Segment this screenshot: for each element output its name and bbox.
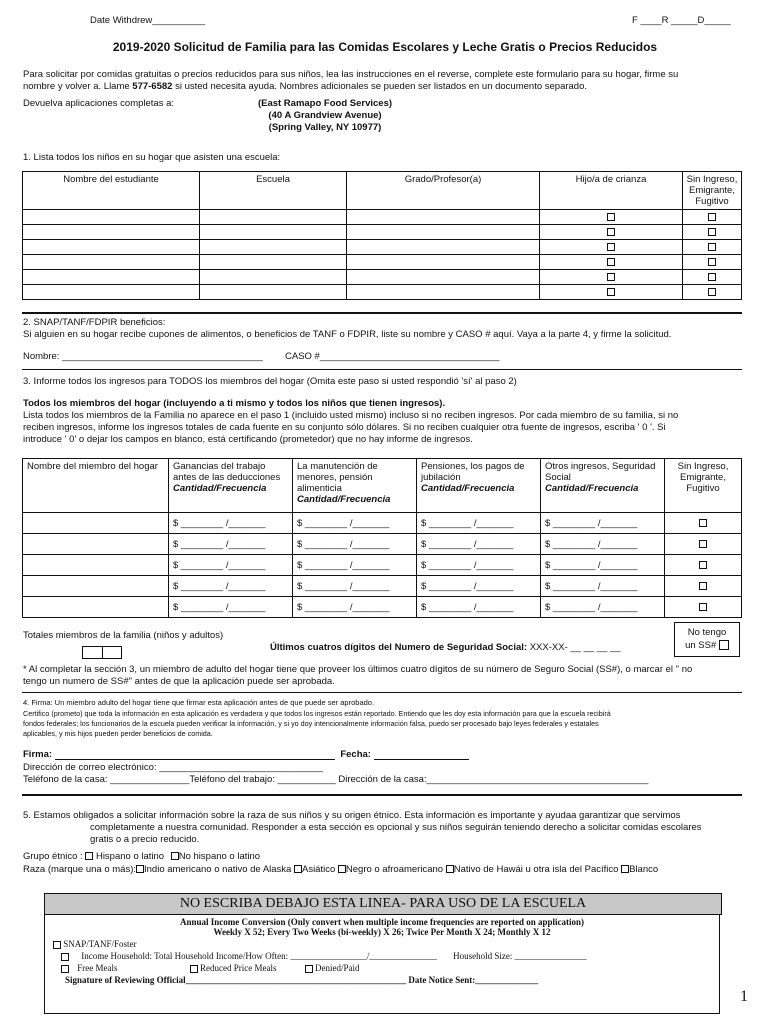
cert-line-1: Certifico (prometo) que toda la información en esta aplicación es verdadera y que todos los ingresos están reportado. Entiendo que les doy esta información para que la escuela recibirá [23,709,611,718]
no-ssn-checkbox[interactable] [719,640,729,650]
member-name-input[interactable] [23,576,169,597]
race-label: Raza (marque una o más): [23,864,136,875]
phone-number: 577-6582 [132,81,173,92]
intro-line-1: Para solicitar por comidas gratuitas o precios reducidos para sus niños, lea las instrucciones en el reverse, complete este formulario para su hogar, firme su [23,69,679,80]
cell-input[interactable] [23,270,200,285]
col-foster: Hijo/a de crianza [540,172,683,210]
income-input[interactable]: $ ________ /_______ [169,597,293,618]
cert-line-3: aplicables, y mis hijos pueden perder beneficios de comida. [23,729,213,738]
section3-text-2: reciben ingresos, informe los ingresos totales de cada fuente en su conjunto sólo dólares. Si no reciben cualquier otra fuente de ingresos, escriba ' 0 '. Si [23,422,666,433]
income-input[interactable]: $ ________ /_______ [417,597,541,618]
conversion-line-2: Weekly X 52; Every Two Weeks (bi-weekly) X 26; Twice Per Month X 24; Monthly X 12 [213,927,551,937]
col-other-label: Otros ingresos, Seguridad Social [545,461,656,483]
cell-input[interactable] [200,225,347,240]
ethnic-row [23,851,260,862]
no-income-checkbox[interactable] [708,273,716,281]
office-section [44,914,720,1014]
race-option: Nativo de Hawái u otra isla del Pacífico [453,864,619,875]
ssn-label: Últimos cuatros dígitos del Numero de Seguridad Social: [270,642,528,653]
totals-boxes[interactable] [82,646,122,659]
hispanic-checkbox[interactable] [85,852,93,860]
income-input[interactable]: $ ________ /_______ [293,534,417,555]
address-line-1: (East Ramapo Food Services) [257,98,393,109]
frd-codes: F ____R _____D_____ [632,15,731,26]
section3-label: 3. Informe todos los ingresos para TODOS los miembros del hogar (Omita este paso si usted respondió 'sí' al paso 2) [23,376,517,387]
cell-input[interactable] [347,240,540,255]
col-pension [417,459,541,513]
non-hispanic-label: No hispano o latino [178,851,261,862]
cell-input[interactable] [200,285,347,300]
cell-input[interactable] [23,285,200,300]
no-ssn-text-2: un SS# [685,640,717,651]
household-size: Household Size: ________________ [453,951,587,961]
no-income-checkbox[interactable] [699,561,707,569]
date-withdrew: Date Withdrew__________ [90,15,206,26]
ssn-field[interactable] [270,642,621,653]
income-household: Income Household: Total Household Income/How Often: _________________/_______________ [81,951,437,961]
col-school: Escuela [200,172,347,210]
col-other-income [541,459,665,513]
divider [22,369,742,370]
office-banner: NO ESCRIBA DEBAJO ESTA LINEA- PARA USO DE LA ESCUELA [44,893,722,915]
income-input[interactable]: $ ________ /_______ [417,555,541,576]
reviewer-signature[interactable]: Signature of Reviewing Official_________________________________________________ Date Notice Sent:______________ [65,975,539,985]
foster-checkbox[interactable] [607,288,615,296]
foster-checkbox[interactable] [607,258,615,266]
income-input[interactable]: $ ________ /_______ [541,513,665,534]
race-white-checkbox[interactable] [621,865,629,873]
snap-checkbox[interactable] [53,941,61,949]
income-table [22,458,742,618]
race-option: Blanco [629,864,659,875]
race-option: Negro o afroamericano [345,864,444,875]
income-input[interactable]: $ ________ /_______ [169,555,293,576]
col-support-label: La manutención de menores, pensión alimenticia [297,461,378,494]
no-income-checkbox[interactable] [708,243,716,251]
cell-input[interactable] [200,210,347,225]
free-meals-checkbox[interactable] [61,965,69,973]
cell-input[interactable] [347,255,540,270]
col-work-earnings [169,459,293,513]
qty-freq: Cantidad/Frecuencia [297,494,391,505]
page-number: 1 [740,988,748,1005]
fecha-label: Fecha: [340,749,371,760]
section3-text-1: Lista todos los miembros de la Familia no aparece en el paso 1 (incluido usted mismo) incluso si no reciben ingresos. Por cada miembro de su familia, si no [23,410,679,421]
income-input[interactable]: $ ________ /_______ [417,513,541,534]
foster-checkbox[interactable] [607,228,615,236]
cell-input[interactable] [200,270,347,285]
section3-title: Todos los miembros del hogar (incluyendo a ti mismo y todos los niños que tienen ingresos). [23,398,446,409]
table-row [23,270,742,285]
col-student-name: Nombre del estudiante [23,172,200,210]
table-row [23,285,742,300]
snap-row [53,939,719,949]
col-grade: Grado/Profesor(a) [347,172,540,210]
denied-checkbox[interactable] [305,965,313,973]
snap-name-field[interactable]: Nombre: ______________________________________ [23,351,263,362]
income-input[interactable]: $ ________ /_______ [293,555,417,576]
col-member: Nombre del miembro del hogar [23,459,169,513]
no-income-checkbox[interactable] [699,540,707,548]
cell-input[interactable] [347,225,540,240]
cell-input[interactable] [23,210,200,225]
table-row [23,210,742,225]
cert-line-2: fondos federales; los funcionarios de la escuela pueden verificar la información, y si yo doy intencionalmente información falsa, puedo ser procesado bajo leyes federales y estatales [23,719,599,728]
income-row [61,951,719,961]
reduced-meals-checkbox[interactable] [190,965,198,973]
table-row [23,255,742,270]
income-input[interactable]: $ ________ /_______ [169,576,293,597]
no-ssn-line-2 [675,639,739,652]
table-row [23,513,742,534]
foster-checkbox[interactable] [607,273,615,281]
cell-input[interactable] [347,210,540,225]
totals-label: Totales miembros de la familia (niños y adultos) [23,630,224,641]
cell-input[interactable] [200,255,347,270]
member-name-input[interactable] [23,555,169,576]
intro-line-2 [23,81,587,92]
section5-line-1: 5. Estamos obligados a solicitar información sobre la raza de sus niños y su origen étnico. Esta información es importante y ayudaa garantizar que servimos [23,810,681,821]
ethnic-label: Grupo étnico : [23,851,83,862]
children-table [22,171,742,300]
reduced-meals-label: Reduced Price Meals [200,963,277,973]
table-row [23,225,742,240]
divider [22,312,742,314]
cell-input[interactable] [347,270,540,285]
qty-freq: Cantidad/Frecuencia [545,483,639,494]
status-row [61,963,719,973]
race-pacific-checkbox[interactable] [446,865,454,873]
snap-case-field[interactable]: CASO #__________________________________ [285,351,500,362]
table-row [23,240,742,255]
table-row [23,597,742,618]
section3-text-3: introduce ' 0' o dejar los campos en blanco, está certificando (prometedor) que no hay informe de ingresos. [23,434,473,445]
race-asian-checkbox[interactable] [294,865,302,873]
section2-label: 2. SNAP/TANF/FDPIR beneficios: [23,317,166,328]
race-native-american-checkbox[interactable] [136,865,144,873]
table-row [23,555,742,576]
address [250,98,400,134]
col-pension-label: Pensiones, los pagos de jubilación [421,461,525,483]
income-input[interactable]: $ ________ /_______ [541,555,665,576]
income-input[interactable]: $ ________ /_______ [541,576,665,597]
cell-input[interactable] [23,240,200,255]
income-input[interactable]: $ ________ /_______ [169,534,293,555]
member-name-input[interactable] [23,597,169,618]
income-input[interactable]: $ ________ /_______ [293,513,417,534]
income-input[interactable]: $ ________ /_______ [169,513,293,534]
no-income-checkbox[interactable] [699,519,707,527]
divider [22,794,742,796]
hispanic-label: Hispano o latino [95,851,165,862]
income-input[interactable]: $ ________ /_______ [293,576,417,597]
income-input[interactable]: $ ________ /_______ [417,534,541,555]
no-income-checkbox[interactable] [699,582,707,590]
no-ssn-text-1: No tengo [687,627,727,638]
foster-checkbox[interactable] [607,213,615,221]
col-work-label: Ganancias del trabajo antes de las deducciones [173,461,281,483]
table-row [23,576,742,597]
section4-label: 4. Firma: Un miembro adulto del hogar tiene que firmar esta aplicación antes de que puede ser aprobado. [23,698,375,707]
non-hispanic-checkbox[interactable] [171,852,179,860]
race-option: Asiático [301,864,336,875]
income-household-checkbox[interactable] [61,953,69,961]
no-income-checkbox[interactable] [708,213,716,221]
cell-input[interactable] [347,285,540,300]
signature-field[interactable] [55,759,335,760]
no-ssn-box [674,622,740,657]
member-name-input[interactable] [23,513,169,534]
no-income-checkbox[interactable] [708,288,716,296]
table-row [23,534,742,555]
totals-box-divider [102,647,103,658]
intro-text-2: si usted necesita ayuda. Nombres adicionales se pueden ser listados en un documento separado. [172,81,588,92]
firma-label: Firma: [23,749,53,760]
col-child-support [293,459,417,513]
email-field[interactable]: Dirección de correo electrónico: _______________________________ [23,762,324,773]
snap-label: SNAP/TANF/Foster [63,939,137,949]
foster-checkbox[interactable] [607,243,615,251]
cell-input[interactable] [200,240,347,255]
intro-text: nombre y volver a. Llame [23,81,133,92]
income-input[interactable]: $ ________ /_______ [541,597,665,618]
return-label: Devuelva aplicaciones completas a: [23,98,175,109]
cell-input[interactable] [23,225,200,240]
section2-text: Si alguien en su hogar recibe cupones de alimentos, o beneficios de TANF o FDPIR, liste su nombre y CASO # aquí. Vaya a la parte 4, y firme la solicitud. [23,329,672,340]
no-income-checkbox[interactable] [699,603,707,611]
section5-line-3: gratis o a precio reducido. [90,834,200,845]
income-input[interactable]: $ ________ /_______ [417,576,541,597]
denied-label: Denied/Paid [314,963,360,973]
ssn-value: XXX-XX- __ __ __ __ [527,642,621,653]
income-input[interactable]: $ ________ /_______ [541,534,665,555]
address-line-3: (Spring Valley, NY 10977) [268,122,382,133]
cell-input[interactable] [23,255,200,270]
date-field[interactable] [374,759,469,760]
income-input[interactable]: $ ________ /_______ [293,597,417,618]
member-name-input[interactable] [23,534,169,555]
race-black-checkbox[interactable] [338,865,346,873]
ssn-note-2: tengo un numero de SS#" antes de que la aplicación puede ser aprobada. [23,676,335,687]
divider [22,692,742,693]
no-income-checkbox[interactable] [708,228,716,236]
signature-row [23,749,469,760]
address-line-2: (40 A Grandview Avenue) [268,110,382,121]
form-title: 2019-2020 Solicitud de Familia para las Comidas Escolares y Leche Gratis o Precios Reducidos [112,40,658,54]
section5-line-2: completamente a nuestra comunidad. Responder a esta sección es opcional y sus niños seguirán teniendo derecho a solicitar comidas escolares [90,822,702,833]
col-no-income: Sin Ingreso, Emigrante, Fugitivo [665,459,742,513]
phone-address-fields[interactable]: Teléfono de la casa: _______________Teléfono del trabajo: ___________ Dirección de la casa:__________________________________________ [23,774,649,785]
qty-freq: Cantidad/Frecuencia [173,483,267,494]
qty-freq: Cantidad/Frecuencia [421,483,515,494]
no-income-checkbox[interactable] [708,258,716,266]
section1-label: 1. Lista todos los niños en su hogar que asisten una escuela: [23,152,281,163]
col-no-income: Sin Ingreso, Emigrante, Fugitivo [683,172,742,210]
conversion-line-1: Annual Income Conversion (Only convert when multiple income frequencies are reported on application) [180,917,584,927]
race-row [23,864,658,875]
free-meals-label: Free Meals [77,963,118,973]
ssn-note-1: * Al completar la sección 3, un miembro de adulto del hogar tiene que proveer los últimos cuatro dígitos de su número de Seguro Social (SS#), o marcar el " no [23,664,693,675]
race-option: Indio americano o nativo de Alaska [144,864,292,875]
